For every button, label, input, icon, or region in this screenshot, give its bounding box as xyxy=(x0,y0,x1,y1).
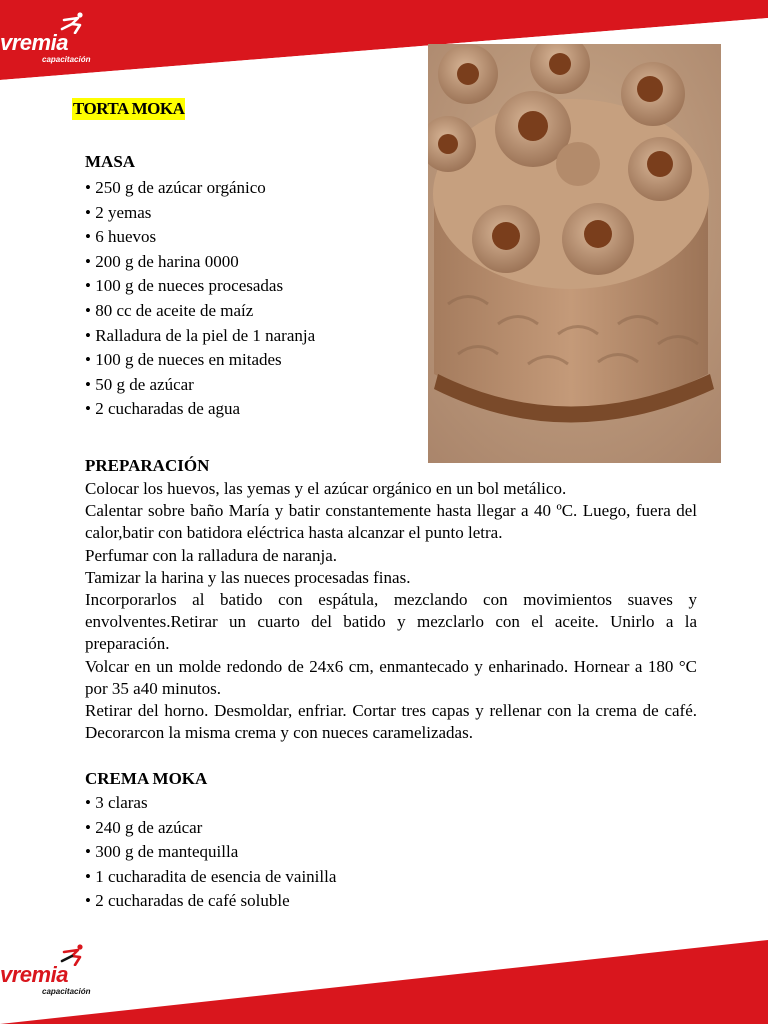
list-item: • Ralladura de la piel de 1 naranja xyxy=(85,324,315,349)
list-item: • 200 g de harina 0000 xyxy=(85,250,315,275)
list-item: • 300 g de mantequilla xyxy=(85,840,336,865)
list-item: • 100 g de nueces procesadas xyxy=(85,274,315,299)
crema-ingredient-list xyxy=(85,791,336,914)
logo-name: vremia xyxy=(0,30,68,55)
list-item: • 1 cucharadita de esencia de vainilla xyxy=(85,865,336,890)
list-item: • 2 yemas xyxy=(85,201,315,226)
prep-paragraph: Volcar en un molde redondo de 24x6 cm, enmantecado y enharinado. Hornear a 180 °C por 35 a40 minutos. xyxy=(85,656,697,698)
footer-logo xyxy=(0,944,110,994)
list-item: • 6 huevos xyxy=(85,225,315,250)
prep-paragraph: Retirar del horno. Desmoldar, enfriar. Cortar tres capas y rellenar con la crema de café. Decorarcon la misma crema y con nueces caramelizadas. xyxy=(85,701,697,743)
logo-tagline: capacitación xyxy=(42,55,91,64)
crema-heading: CREMA MOKA xyxy=(85,769,208,788)
masa-ingredient-list xyxy=(85,176,315,422)
prep-paragraph: Colocar los huevos, las yemas y el azúcar orgánico en un bol metálico. xyxy=(85,479,567,498)
list-item: • 240 g de azúcar xyxy=(85,816,336,841)
preparacion-heading: PREPARACIÓN xyxy=(85,456,210,475)
prep-paragraph: Tamizar la harina y las nueces procesadas finas. xyxy=(85,567,411,587)
list-item: • 50 g de azúcar xyxy=(85,373,315,398)
prep-paragraph: Perfumar con la ralladura de naranja. xyxy=(85,545,338,565)
recipe-title: TORTA MOKA xyxy=(73,99,185,118)
list-item: • 3 claras xyxy=(85,791,336,816)
footer-red-band xyxy=(0,930,768,1024)
list-item: • 100 g de nueces en mitades xyxy=(85,348,315,373)
logo-tagline: capacitación xyxy=(42,987,91,996)
prep-paragraph: Calentar sobre baño María y batir constantemente hasta llegar a 40 ºC. Luego, fuera del calor,batir con batidora eléctrica hasta alcanzar el punto letra. xyxy=(85,501,697,543)
preparacion-text xyxy=(85,478,697,744)
masa-heading: MASA xyxy=(85,152,136,171)
list-item: • 80 cc de aceite de maíz xyxy=(85,299,315,324)
prep-paragraph: Incorporarlos al batido con espátula, mezclando con movimientos suaves y envolventes.Retirar un cuarto del batido y mezclarlo con el aceite. Unirlo a la preparación. xyxy=(85,590,697,654)
list-item: • 2 cucharadas de agua xyxy=(85,397,315,422)
list-item: • 250 g de azúcar orgánico xyxy=(85,176,315,201)
list-item: • 2 cucharadas de café soluble xyxy=(85,889,336,914)
cake-photo xyxy=(428,44,721,463)
logo-name: vremia xyxy=(0,962,68,987)
header-logo xyxy=(0,12,110,62)
